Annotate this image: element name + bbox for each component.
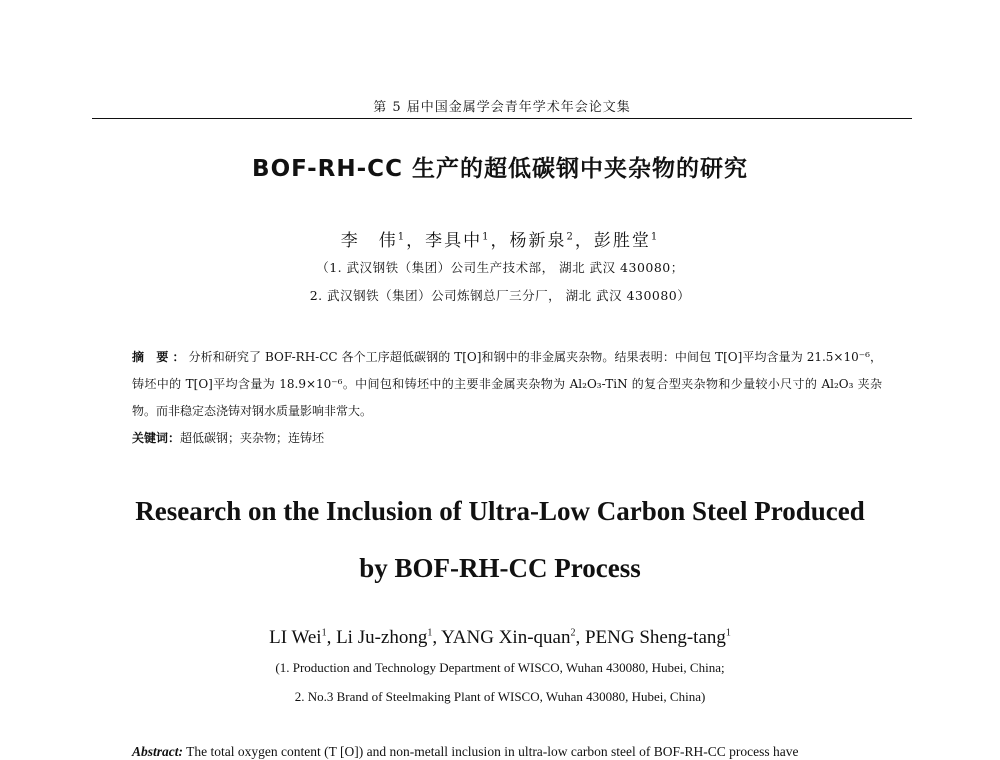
- en-affiliation-2: 2. No.3 Brand of Steelmaking Plant of WISCO, Wuhan 430080, Hubei, China): [294, 689, 706, 704]
- en-author-sep: ,: [575, 627, 585, 648]
- en-abstract-label: Abstract:: [132, 744, 184, 759]
- english-authors: [0, 627, 1000, 649]
- chinese-authors: [0, 226, 1000, 251]
- cn-author-name: 彭胜堂: [593, 231, 651, 251]
- cn-author-name: 李具中: [425, 231, 483, 251]
- cn-affiliation-2: 2. 武汉钢铁（集团）公司炼钢总厂三分厂， 湖北 武汉 430080）: [309, 288, 691, 303]
- en-author-name: Li Ju-zhong: [336, 627, 428, 648]
- chinese-title: BOF-RH-CC 生产的超低碳钢中夹杂物的研究: [252, 156, 748, 182]
- cn-author-sup: 2: [566, 231, 575, 243]
- en-abstract-text: The total oxygen content (T [O]) and non-metall inclusion in ultra-low carbon steel of BOF-RH-CC process have: [183, 744, 799, 759]
- en-author-sup: 1: [427, 627, 433, 639]
- en-author-sup: 1: [321, 627, 327, 639]
- en-author-name: YANG Xin-quan: [441, 627, 571, 648]
- cn-author-name: 李 伟: [340, 231, 398, 251]
- en-author-sup: 1: [725, 627, 731, 639]
- en-author-name: LI Wei: [269, 627, 322, 648]
- cn-author-sup: 1: [482, 231, 491, 243]
- cn-author-sep: ，: [574, 231, 594, 251]
- chinese-abstract: [132, 344, 882, 425]
- en-author-sep: ,: [326, 627, 337, 648]
- en-author-name: PENG Sheng-tang: [584, 627, 726, 648]
- en-affiliation-1: (1. Production and Technology Department of WISCO, Wuhan 430080, Hubei, China;: [275, 660, 725, 675]
- cn-author-sep: ，: [490, 231, 510, 251]
- cn-abstract-text: 分析和研究了 BOF-RH-CC 各个工序超低碳钢的 T[O]和钢中的非金属夹杂物。结果表明：中间包 T[O]平均含量为 21.5×10⁻⁶，铸坯中的 T[O]平均含量为 18.9×10⁻⁶。中间包和铸坯中的主要非金属夹杂物为 Al₂O₃-TiN 的复合型夹杂物和少量较小尺寸的 Al₂O₃ 夹杂物。而非稳定态浇铸对钢水质量影响非常大。: [132, 350, 882, 418]
- cn-abstract-label: 摘 要：: [132, 350, 189, 364]
- cn-keywords-text: 超低碳钢；夹杂物；连铸坯: [180, 431, 325, 445]
- english-title-line-2: by BOF-RH-CC Process: [359, 553, 641, 583]
- cn-author-name: 杨新泉: [509, 231, 567, 251]
- cn-author-sup: 1: [650, 231, 660, 243]
- cn-author-sep: ，: [406, 231, 426, 251]
- en-author-sup: 2: [570, 627, 576, 639]
- running-header: 第 5 届中国金属学会青年学术年会论文集: [373, 100, 631, 115]
- cn-author-sup: 1: [397, 231, 407, 243]
- chinese-keywords: [132, 429, 882, 446]
- header-rule: [92, 118, 912, 119]
- cn-keywords-label: 关键词：: [132, 431, 181, 445]
- english-abstract: [132, 744, 892, 760]
- english-title-line-1: Research on the Inclusion of Ultra-Low Carbon Steel Produced: [135, 496, 865, 526]
- en-author-sep: ,: [432, 627, 442, 648]
- cn-affiliation-1: （1. 武汉钢铁（集团）公司生产技术部， 湖北 武汉 430080；: [316, 260, 684, 275]
